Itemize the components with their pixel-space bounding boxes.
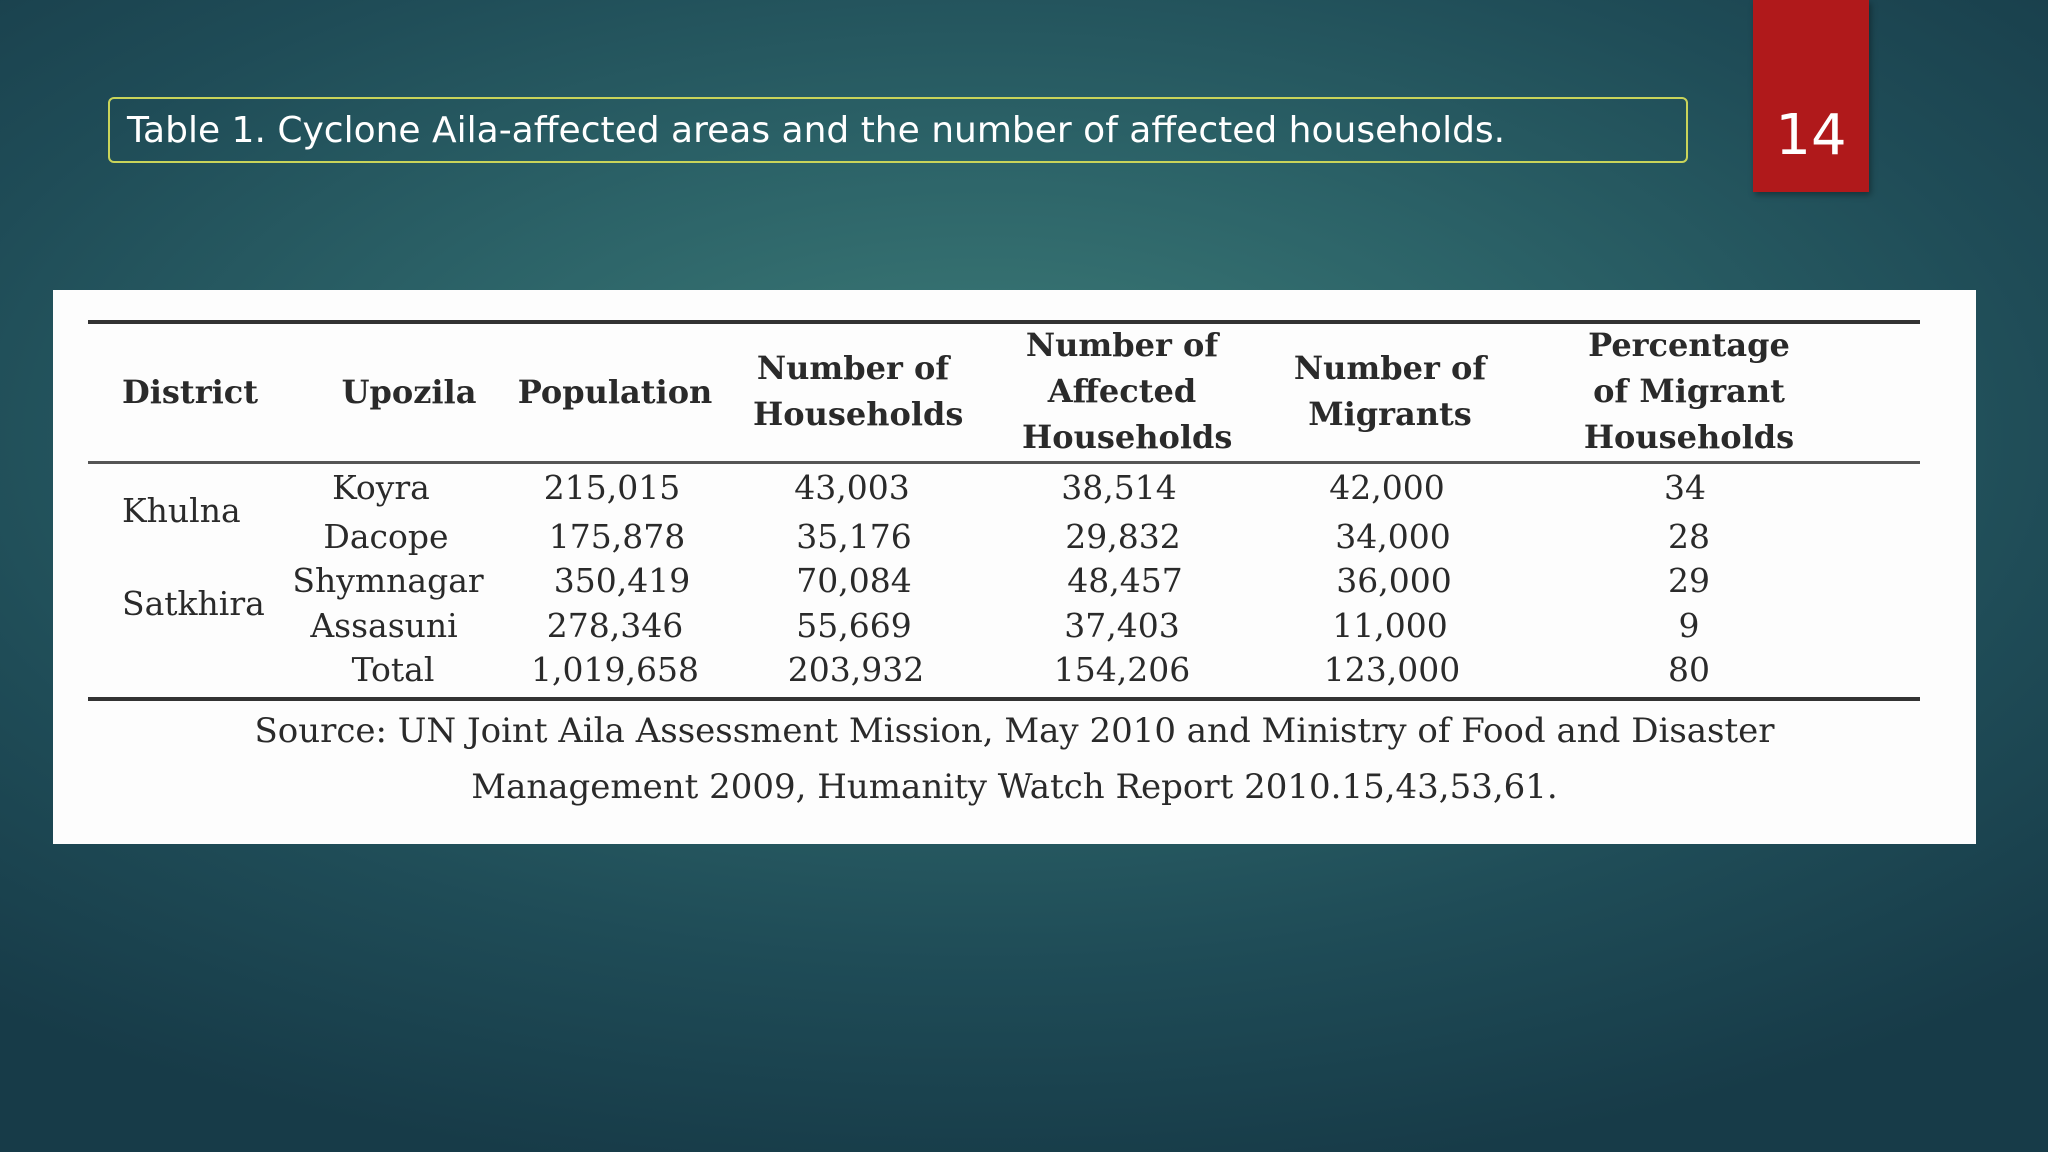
slide-title-text: Table 1. Cyclone Aila-affected areas and the number of affected households.: [127, 109, 1506, 151]
table-source-note: [53, 703, 1976, 815]
table-cell: Total: [351, 650, 435, 689]
table-cell: 55,669: [796, 606, 912, 645]
table-cell: Koyra: [332, 468, 430, 507]
table-bottom-rule: [88, 697, 1920, 701]
table-cell: 29,832: [1065, 517, 1181, 556]
table-cell: 154,206: [1053, 650, 1191, 689]
table-cell: 350,419: [553, 561, 691, 600]
table-cell: 35,176: [796, 517, 912, 556]
table-cell: Dacope: [323, 517, 449, 556]
table-cell: 70,084: [796, 561, 912, 600]
header-population: Population: [517, 373, 713, 411]
table-cell: 80: [1668, 650, 1710, 689]
table-cell: 37,403: [1064, 606, 1180, 645]
source-line-1: Source: UN Joint Aila Assessment Mission, May 2010 and Ministry of Food and Disaster: [254, 711, 1775, 751]
table-header-rule: [88, 461, 1920, 464]
slide-title: [108, 97, 1688, 163]
table-cell: Assasuni: [310, 606, 458, 645]
district-khulna: Khulna: [122, 491, 241, 530]
table-cell: 11,000: [1332, 606, 1448, 645]
table-cell: 123,000: [1323, 650, 1461, 689]
table-cell: 1,019,658: [531, 650, 699, 689]
header-migrants: Number of Migrants: [1293, 349, 1487, 433]
table-cell: Shymnagar: [292, 561, 484, 600]
header-households: Number of Households: [753, 349, 964, 433]
table-cell: 36,000: [1336, 561, 1452, 600]
slide-number: 14: [1775, 102, 1847, 168]
table-cell: 42,000: [1329, 468, 1445, 507]
table-cell: 43,003: [794, 468, 910, 507]
header-upozila: Upozila: [341, 373, 477, 411]
table-cell: 34,000: [1335, 517, 1451, 556]
header-affected-households: Number of Affected Households: [1022, 326, 1233, 456]
table-cell: 34: [1664, 468, 1706, 507]
table-cell: 38,514: [1061, 468, 1177, 507]
table-cell: 9: [1678, 606, 1700, 645]
table-cell: 215,015: [543, 468, 681, 507]
table-cell: 203,932: [787, 650, 925, 689]
table-cell: 175,878: [548, 517, 686, 556]
source-line-2: Management 2009, Humanity Watch Report 2010.15,43,53,61.: [471, 767, 1558, 807]
header-migrant-percentage: Percentage of Migrant Households: [1583, 326, 1795, 456]
table-cell: 28: [1668, 517, 1710, 556]
table-cell: 29: [1668, 561, 1710, 600]
data-table: [53, 290, 1976, 844]
table-cell: 278,346: [546, 606, 684, 645]
table-cell: 48,457: [1067, 561, 1183, 600]
header-district: District: [122, 373, 258, 411]
district-satkhira: Satkhira: [122, 584, 265, 623]
slide-number-badge: [1753, 0, 1869, 192]
